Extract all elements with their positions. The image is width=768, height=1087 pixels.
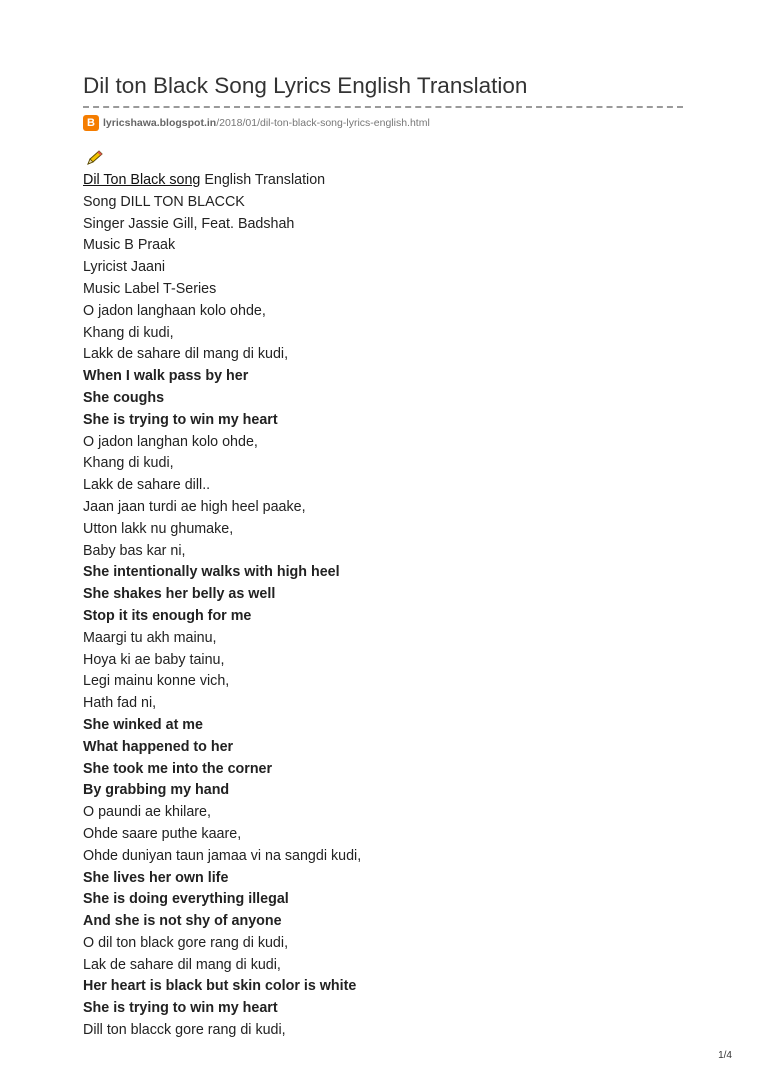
pencil-icon — [86, 150, 104, 166]
lyric-line: Hoya ki ae baby tainu, — [83, 651, 225, 668]
lyric-line: Stop it its enough for me — [83, 607, 252, 624]
lyric-line: When I walk pass by her — [83, 368, 249, 385]
intro-rest: English Translation — [200, 172, 326, 188]
lyric-line: Lyricist Jaani — [83, 259, 166, 276]
lyric-line: Jaan jaan turdi ae high heel paake, — [83, 498, 306, 515]
lyric-line: O jadon langhaan kolo ohde, — [83, 302, 266, 319]
lyric-line: Lakk de sahare dill.. — [83, 477, 211, 494]
lyric-line: Lakk de sahare dil mang di kudi, — [83, 346, 289, 363]
lyric-line: Dill ton blacck gore rang di kudi, — [83, 1022, 286, 1039]
lyric-line: By grabbing my hand — [83, 782, 230, 799]
lyric-line: Legi mainu konne vich, — [83, 673, 230, 690]
lyric-line: Utton lakk nu ghumake, — [83, 520, 234, 537]
source-path[interactable]: /2018/01/dil-ton-black-song-lyrics-english.html — [216, 117, 430, 129]
lyric-line: What happened to her — [83, 738, 234, 755]
lyric-line: Her heart is black but skin color is white — [83, 978, 357, 995]
lyric-line: Baby bas kar ni, — [83, 542, 186, 559]
lyric-line: She is trying to win my heart — [83, 1000, 278, 1017]
lyric-line: Ohde duniyan taun jamaa vi na sangdi kudi, — [83, 847, 362, 864]
page-title: Dil ton Black Song Lyrics English Translation — [83, 73, 528, 98]
lyric-line: Maargi tu akh mainu, — [83, 629, 217, 646]
lyric-line: Lak de sahare dil mang di kudi, — [83, 956, 281, 973]
lyric-line: Hath fad ni, — [83, 695, 157, 712]
blogger-icon: B — [83, 115, 99, 131]
lyric-line: She winked at me — [83, 716, 203, 733]
lyric-line: O paundi ae khilare, — [83, 804, 211, 821]
lyrics-lines — [83, 170, 361, 1042]
intro-line — [83, 170, 361, 192]
lyric-line: She shakes her belly as well — [83, 586, 276, 603]
lyric-line: Music Label T-Series — [83, 280, 217, 297]
lyric-line: She is trying to win my heart — [83, 411, 278, 428]
lyric-line: And she is not shy of anyone — [83, 913, 282, 930]
lyric-line: She coughs — [83, 389, 165, 406]
page-number: 1/4 — [718, 1050, 732, 1061]
lyric-line: She lives her own life — [83, 869, 229, 886]
lyric-line: She is doing everything illegal — [83, 891, 289, 908]
lyric-line: Khang di kudi, — [83, 455, 174, 472]
lyric-line: O jadon langhan kolo ohde, — [83, 433, 258, 450]
lyric-line: Music B Praak — [83, 237, 176, 254]
lyric-line: Singer Jassie Gill, Feat. Badshah — [83, 215, 295, 232]
lyric-line: She intentionally walks with high heel — [83, 564, 340, 581]
song-link[interactable]: Dil Ton Black song — [83, 172, 201, 188]
source-host[interactable]: lyricshawa.blogspot.in — [103, 117, 217, 129]
title-divider — [83, 106, 683, 108]
lyric-line: Khang di kudi, — [83, 324, 174, 341]
lyric-line: She took me into the corner — [83, 760, 273, 777]
lyric-line: O dil ton black gore rang di kudi, — [83, 934, 289, 951]
lyric-line: Song DILL TON BLACCK — [83, 193, 245, 210]
source-url[interactable] — [83, 114, 430, 132]
lyric-line: Ohde saare puthe kaare, — [83, 825, 242, 842]
